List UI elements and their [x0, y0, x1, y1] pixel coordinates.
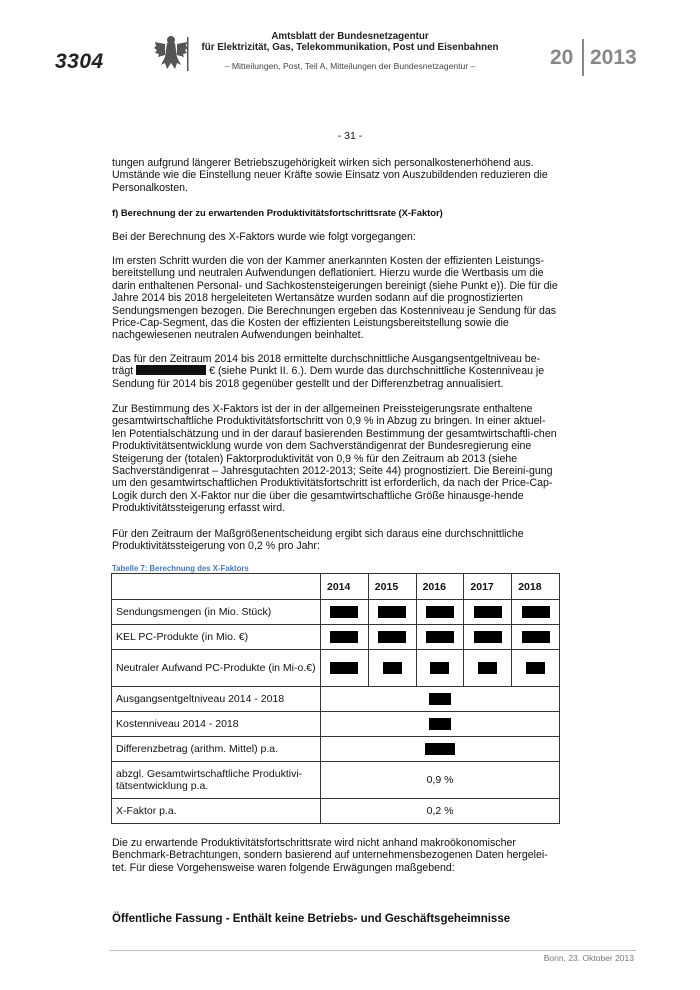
paragraph-1: [112, 157, 558, 194]
footer-date: Bonn, 23. Oktober 2013: [543, 953, 634, 963]
redaction-box: [429, 693, 451, 705]
redaction-box: [425, 743, 455, 755]
table-corner: [112, 574, 321, 600]
public-version-notice: Öffentliche Fassung - Enthält keine Betriebs- und Geschäftsgeheimnisse: [112, 913, 511, 925]
redaction-box: [474, 606, 502, 618]
footer-divider: [110, 950, 636, 951]
paragraph-7: [112, 837, 558, 874]
value-cell: 0,2 %: [321, 799, 560, 824]
table-row: [112, 650, 560, 687]
paragraph-text: Im ersten Schritt wurden die von der Kammer anerkannten Kosten der effizienten Leistungs-bereitstellung und neutralen Aufwendungen deflationiert. Hierzu wurde die Wertbasis um die darin enthaltenen Personal- und Sachkostensteigerungen bereinigt (siehe Punkt e)). Die für die Jahre 2014 bis 2018 hergeleiteten Wertansätze wurden sodann auf die prognostizierten Sendungsmengen bezogen. Die Berechnungen ergeben das Kostenniveau je Sendung für das Price-Cap-Segment, das die Kosten der effizienten Leistungsbereitstellung sowie die nachgewiesenen neutralen Aufwendungen beinhaltet.: [112, 255, 558, 342]
gazette-title-line1: Amtsblatt der Bundesnetzagentur: [271, 31, 429, 42]
row-label: Kostenniveau 2014 - 2018: [112, 712, 321, 737]
x-factor-table: [111, 573, 560, 824]
paragraph-6: [112, 528, 558, 553]
row-label: Sendungsmengen (in Mio. Stück): [112, 600, 321, 625]
redaction-box: [478, 662, 497, 674]
year-header: 2017: [464, 574, 512, 600]
redaction-box: [330, 662, 358, 674]
row-label: KEL PC-Produkte (in Mio. €): [112, 625, 321, 650]
table-row: [112, 687, 560, 712]
row-label: X-Faktor p.a.: [112, 799, 321, 824]
table-row: [112, 762, 560, 799]
paragraph-text: Zur Bestimmung des X-Faktors ist der in der allgemeinen Preissteigerungsrate enthaltene gesamtwirtschaftliche Produktivitätsfortschritt von 0,9 % in Abzug zu bringen. In einer aktuel-len Potentialschätzung und in der darauf basierenden Bestimmung der gesamtwirtschaftli-chen Produktivitätsentwicklung wurde von dem Sachverständigenrat der Bundesregierung eine Steigerung der (totalen) Faktorproduktivität von 0,9 % für den Zeitraum ab 2013 (siehe Sachverständigenrat – Jahresgutachten 2012-2013; Seite 44) prognostiziert. Die Bereini-gung um den gesamtwirtschaftlichen Produktivitätsfortschritt ist erforderlich, da nach der Price-Cap-Logik durch den X-Faktor nur die über die gesamtwirtschaftliche Größe hinausge-hende Produktivitätssteigerung erfasst wird.: [112, 403, 557, 515]
redaction-box: [426, 606, 454, 618]
table-row: [112, 737, 560, 762]
table-caption: Tabelle 7: Berechnung des X-Faktors: [112, 564, 249, 573]
redaction-box: [330, 606, 358, 618]
gazette-title-line2: für Elektrizität, Gas, Telekommunikation, Post und Eisenbahnen: [201, 42, 499, 53]
redaction-box: [426, 631, 454, 643]
year-header: 2014: [321, 574, 369, 600]
page-number: 3304: [55, 50, 104, 73]
redaction-box: [430, 662, 449, 674]
redaction-box: [522, 631, 550, 643]
table-row: [112, 712, 560, 737]
year-header: 2015: [368, 574, 416, 600]
issue-number: 20: [550, 46, 574, 69]
section-heading: f) Berechnung der zu erwartenden Produktivitätsfortschrittsrate (X-Faktor): [112, 207, 443, 218]
redaction-box: [429, 718, 451, 730]
table-header-row: [112, 574, 560, 600]
paragraph-text: Für den Zeitraum der Maßgrößenentscheidung ergibt sich daraus eine durchschnittliche Produktivitätssteigerung von 0,2 % pro Jahr:: [112, 528, 524, 553]
row-label: abzgl. Gesamtwirtschaftliche Produktivi-tätsentwicklung p.a.: [112, 762, 321, 799]
row-label: Ausgangsentgeltniveau 2014 - 2018: [112, 687, 321, 712]
paragraph-5: [112, 403, 558, 515]
redaction-box: [522, 606, 550, 618]
table-row: [112, 799, 560, 824]
gazette-subtitle: – Mitteilungen, Post, Teil A, Mitteilungen der Bundesnetzagentur –: [224, 61, 476, 71]
table-row: [112, 625, 560, 650]
redaction-box: [378, 631, 406, 643]
value-cell: 0,9 %: [321, 762, 560, 799]
paragraph-2: [112, 231, 558, 243]
table-row: [112, 600, 560, 625]
redaction-box: [526, 662, 545, 674]
redaction-box: [136, 365, 206, 375]
paragraph-text: Das für den Zeitraum 2014 bis 2018 ermittelte durchschnittliche Ausgangsentgeltniveau be-trägt: [112, 353, 541, 378]
paragraph-3: [112, 255, 558, 342]
paragraph-text: tungen aufgrund längerer Betriebszugehörigkeit wirken sich personalkostenerhöhend aus. Umstände wie die Einstellung neuer Kräfte sowie Einsatz von Auszubildenden reduzieren die Personalkosten.: [112, 157, 548, 194]
issue-divider: [582, 39, 584, 76]
paragraph-text: € (siehe Punkt II. 6.). Dem wurde das durchschnittliche Kostenniveau je Sendung für 2014 bis 2018 gegenüber gestellt und der Differenzbetrag annualisiert.: [112, 365, 545, 390]
paragraph-4: [112, 353, 558, 390]
redaction-box: [330, 631, 358, 643]
year-header: 2016: [416, 574, 464, 600]
row-label: Neutraler Aufwand PC-Produkte (in Mi-o.€): [112, 650, 321, 687]
page-indicator: - 31 -: [337, 130, 363, 142]
redaction-box: [383, 662, 402, 674]
redaction-box: [474, 631, 502, 643]
year-header: 2018: [512, 574, 560, 600]
row-label: Differenzbetrag (arithm. Mittel) p.a.: [112, 737, 321, 762]
issue-year: 2013: [590, 46, 637, 69]
paragraph-text: Bei der Berechnung des X-Faktors wurde wie folgt vorgegangen:: [112, 231, 416, 243]
redaction-box: [378, 606, 406, 618]
paragraph-text: Die zu erwartende Produktivitätsfortschrittsrate wird nicht anhand makroökonomischer Benchmark-Betrachtungen, sondern basierend auf unternehmensbezogenen Daten hergelei-tet. Für diese Vorgehensweise waren folgende Erwägungen maßgebend:: [112, 837, 548, 874]
